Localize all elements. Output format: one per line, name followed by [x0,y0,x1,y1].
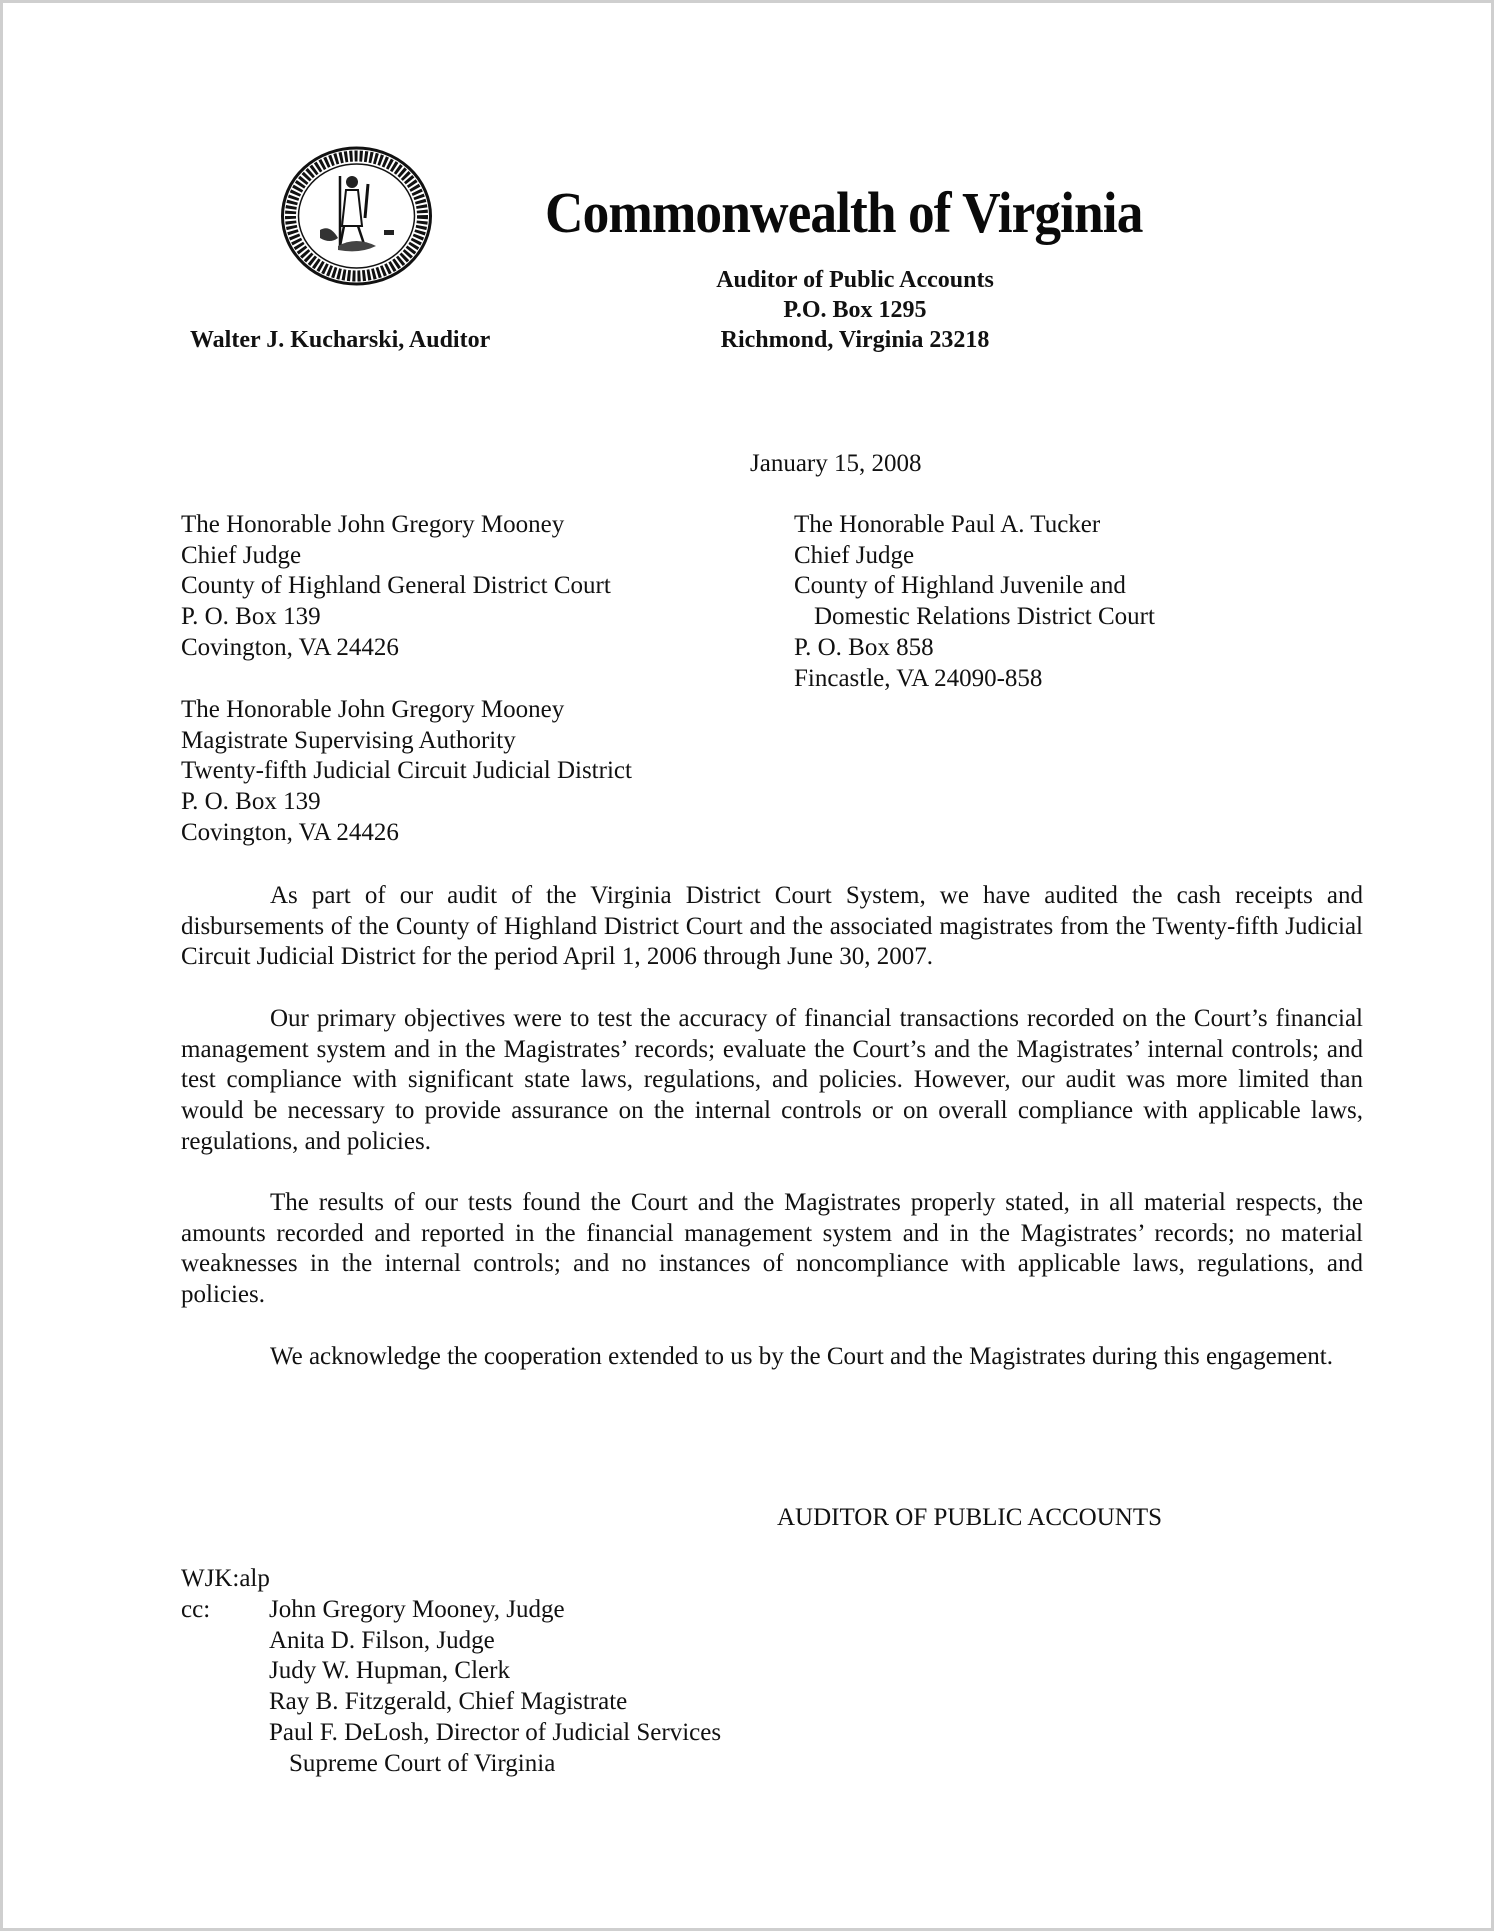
address-line: P. O. Box 139 [181,788,321,816]
address-line: The Honorable Paul A. Tucker [794,511,1101,538]
address-line: Covington, VA 24426 [181,818,399,846]
letter-date: January 15, 2008 [750,450,922,477]
recipient-address-2 [181,695,632,849]
cc-list [269,1595,721,1779]
cc-recipient: Ray B. Fitzgerald, Chief Magistrate [269,1688,628,1716]
address-line: Magistrate Supervising Authority [181,726,516,754]
office-po-box: P.O. Box 1295 [783,297,927,323]
signature-block: AUDITOR OF PUBLIC ACCOUNTS [777,1504,1163,1531]
body-paragraph: We acknowledge the cooperation extended to us by the Court and the Magistrates during this engagement. [270,1342,1333,1370]
address-line: Chief Judge [181,541,302,569]
letter-body [181,881,1363,1403]
address-line: Domestic Relations District Court [814,603,1155,631]
auditor-name: Walter J. Kucharski, Auditor [190,327,491,353]
address-line: The Honorable John Gregory Mooney [181,511,565,538]
letterhead-title: Commonwealth of Virginia [545,180,1143,245]
address-line: Twenty-fifth Judicial Circuit Judicial District [181,757,632,785]
recipient-address-1 [181,510,611,664]
office-name: Auditor of Public Accounts [716,267,994,293]
body-paragraph: The results of our tests found the Court and the Magistrates properly stated, in all material respects, the amounts recorded and reported in the financial management system and in the Magistrates’ records; no material weaknesses in the internal controls; and no instances of noncompliance with applicable laws, regulations, and policies. [181,1189,1363,1309]
cc-recipient: Anita D. Filson, Judge [269,1626,495,1654]
virginia-seal-icon [280,146,433,286]
cc-label: cc: [181,1596,211,1623]
address-line: County of Highland Juvenile and [794,572,1126,600]
body-paragraph: As part of our audit of the Virginia District Court System, we have audited the cash receipts and disbursements of the County of Highland District Court and the associated magistrates from the Twenty-fifth Judicial Circuit Judicial District for the period April 1, 2006 through June 30, 2007. [181,882,1363,971]
address-line: P. O. Box 858 [794,633,934,661]
reference-initials: WJK:alp [181,1565,270,1592]
cc-recipient: John Gregory Mooney, Judge [269,1596,565,1623]
address-line: Covington, VA 24426 [181,633,399,661]
body-paragraph: Our primary objectives were to test the accuracy of financial transactions recorded on the Court’s financial management system and in the Magistrates’ records; evaluate the Court’s and the Magistrates’ internal controls; and test compliance with significant state laws, regulations, and policies. However, our audit was more limited than would be necessary to provide assurance on the internal controls or on overall compliance with applicable laws, regulations, and policies. [181,1004,1363,1155]
address-line: The Honorable John Gregory Mooney [181,696,565,723]
cc-recipient: Supreme Court of Virginia [289,1749,556,1777]
cc-recipient: Judy W. Hupman, Clerk [269,1657,510,1685]
office-address-block [675,265,1035,355]
address-line: Fincastle, VA 24090-858 [794,664,1043,692]
office-city: Richmond, Virginia 23218 [720,327,990,353]
address-line: Chief Judge [794,541,915,569]
address-line: County of Highland General District Court [181,572,611,600]
address-line: P. O. Box 139 [181,603,321,631]
recipient-address-3 [794,510,1155,694]
cc-recipient: Paul F. DeLosh, Director of Judicial Services [269,1718,722,1746]
